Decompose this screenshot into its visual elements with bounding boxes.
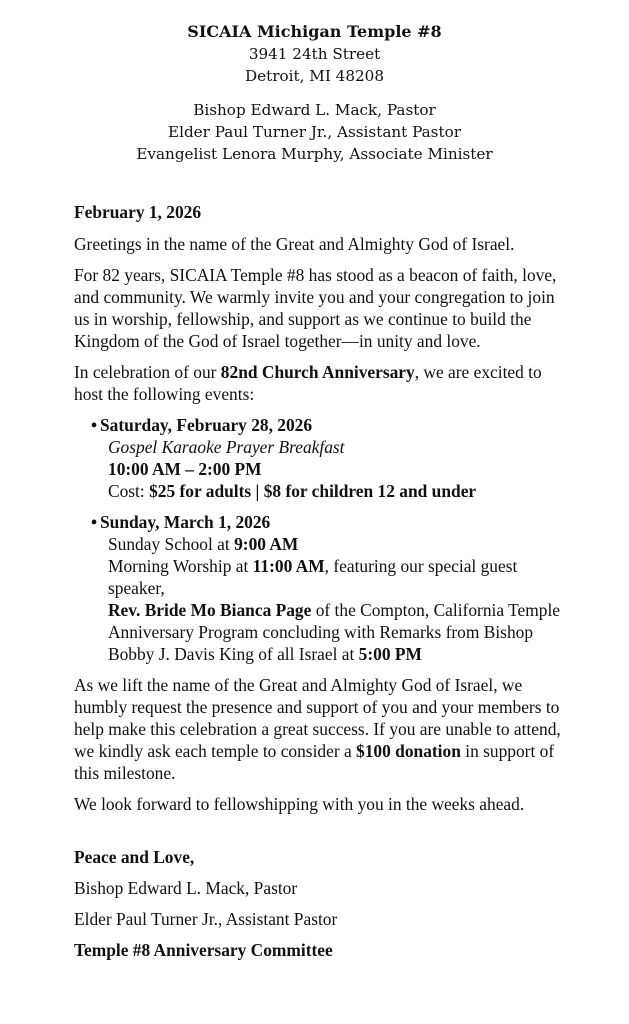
closing-salutation: Peace and Love, (74, 847, 195, 867)
letterhead (0, 21, 629, 165)
staff-assistant-pastor: Elder Paul Turner Jr., Assistant Pastor (168, 123, 461, 141)
signature-committee: Temple #8 Anniversary Committee (74, 940, 333, 960)
anniversary-program-line: Anniversary Program concluding with Remarks from Bishop Bobby J. Davis King of all Israel at 5:00 PM (108, 622, 534, 664)
address-city: Detroit, MI 48208 (245, 67, 384, 85)
event-sunday (74, 511, 574, 665)
morning-worship-line: Morning Worship at 11:00 AM, featuring our special guest speaker, (108, 556, 518, 598)
staff-pastor: Bishop Edward L. Mack, Pastor (193, 101, 436, 119)
signature-pastor: Bishop Edward L. Mack, Pastor (74, 878, 298, 898)
sunday-school-line: Sunday School at 9:00 AM (108, 534, 299, 554)
request-paragraph: As we lift the name of the Great and Almighty God of Israel, we humbly request the presence and support of you and your members to help make this celebration a great success. If you are unable to attend, we kindly ask each temple to consider a $100 donation in support of this milestone. (74, 675, 561, 783)
guest-speaker-line: Rev. Bride Mo Bianca Page of the Compton, California Temple (108, 600, 561, 620)
letter-date: February 1, 2026 (74, 202, 202, 222)
letter-body (74, 201, 574, 970)
event-cost: Cost: $25 for adults | $8 for children 12 and under (108, 481, 477, 501)
event-date: Saturday, February 28, 2026 (100, 415, 313, 435)
anniversary-highlight: 82nd Church Anniversary (220, 362, 415, 382)
bullet-icon: • (91, 415, 98, 435)
event-title: Gospel Karaoke Prayer Breakfast (108, 437, 345, 457)
church-name: SICAIA Michigan Temple #8 (187, 22, 442, 41)
staff-associate-minister: Evangelist Lenora Murphy, Associate Minister (136, 145, 493, 163)
bullet-icon: • (91, 512, 98, 532)
look-forward-paragraph: We look forward to fellowshipping with you in the weeks ahead. (74, 794, 525, 814)
signature-assistant-pastor: Elder Paul Turner Jr., Assistant Pastor (74, 909, 338, 929)
event-time: 10:00 AM – 2:00 PM (108, 459, 262, 479)
event-saturday (74, 414, 574, 502)
intro-paragraph: For 82 years, SICAIA Temple #8 has stood as a beacon of faith, love, and community. We warmly invite you and your congregation to join us in worship, fellowship, and support as we continue to build the Kingdom of the God of Israel together—in unity and love. (74, 265, 557, 351)
donation-highlight: $100 donation (356, 741, 461, 761)
event-date: Sunday, March 1, 2026 (100, 512, 271, 532)
greeting-paragraph: Greetings in the name of the Great and Almighty God of Israel. (74, 234, 515, 254)
celebration-paragraph: In celebration of our 82nd Church Anniversary, we are excited to host the following events: (74, 362, 542, 404)
address-street: 3941 24th Street (248, 45, 381, 63)
